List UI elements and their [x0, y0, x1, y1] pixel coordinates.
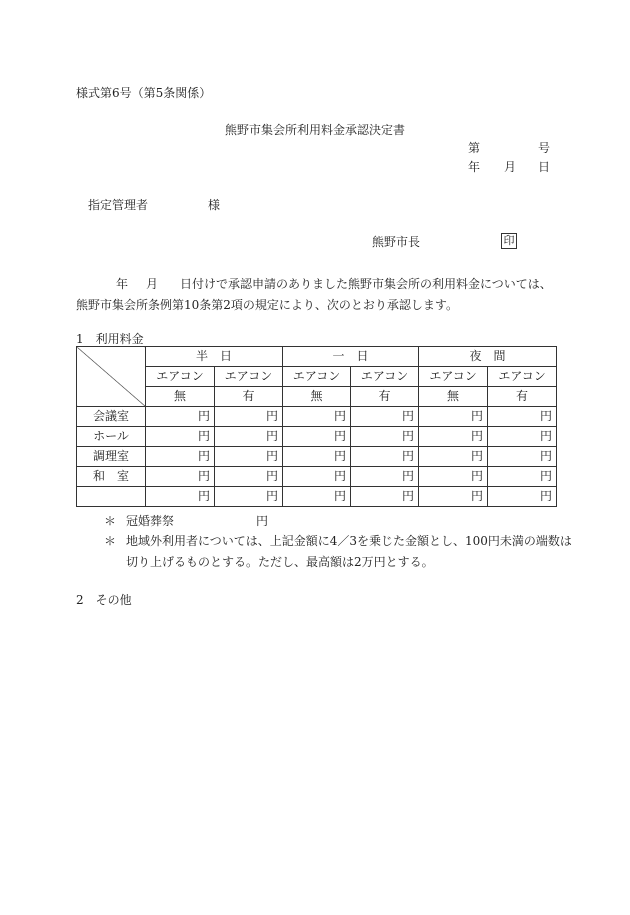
yen-cell: 円 — [419, 407, 488, 427]
table-row — [77, 407, 557, 427]
table-row — [77, 427, 557, 447]
yen-cell: 円 — [488, 487, 557, 507]
yen-cell: 円 — [351, 407, 419, 427]
body-year: 年 — [116, 277, 129, 291]
yen-cell: 円 — [488, 427, 557, 447]
table-corner-diagonal — [77, 347, 146, 407]
yen-cell: 円 — [419, 427, 488, 447]
number-prefix: 第 — [468, 141, 481, 155]
table-header-ac — [77, 367, 557, 387]
yen-cell: 円 — [146, 487, 215, 507]
yen-cell: 円 — [488, 447, 557, 467]
yen-cell: 円 — [146, 447, 215, 467]
ac-with: 有 — [215, 387, 283, 407]
note-wedding-yen: 円 — [256, 514, 269, 528]
yen-cell: 円 — [488, 407, 557, 427]
ac-header: エアコン — [488, 367, 557, 387]
table-row — [77, 447, 557, 467]
section2-title: 2 その他 — [76, 593, 132, 607]
yen-cell: 円 — [215, 487, 283, 507]
yen-cell: 円 — [351, 427, 419, 447]
yen-cell: 円 — [351, 447, 419, 467]
yen-cell: 円 — [283, 487, 351, 507]
note-wedding — [104, 514, 269, 528]
date-year: 年 — [468, 160, 481, 174]
period-full-day: 一 日 — [283, 347, 419, 367]
date-month: 月 — [504, 160, 517, 174]
period-night: 夜 間 — [419, 347, 557, 367]
table-row — [77, 467, 557, 487]
note-outside-users — [104, 531, 572, 569]
body-line2: 熊野市集会所条例第10条第2項の規定により、次のとおり承認します。 — [76, 298, 458, 312]
issuer-name: 熊野市長 — [372, 235, 421, 249]
yen-cell: 円 — [283, 447, 351, 467]
yen-cell: 円 — [215, 407, 283, 427]
yen-cell: 円 — [146, 407, 215, 427]
addressee — [88, 198, 221, 212]
table-row — [77, 487, 557, 507]
yen-cell: 円 — [283, 427, 351, 447]
section1-title: 1 利用料金 — [76, 332, 144, 346]
ac-header: エアコン — [146, 367, 215, 387]
yen-cell: 円 — [351, 467, 419, 487]
yen-cell: 円 — [419, 447, 488, 467]
fee-table — [76, 346, 557, 507]
table-header-periods — [77, 347, 557, 367]
number-suffix: 号 — [537, 141, 550, 155]
addressee-name: 指定管理者 — [88, 198, 149, 212]
yen-cell: 円 — [488, 467, 557, 487]
ac-header: エアコン — [351, 367, 419, 387]
yen-cell: 円 — [283, 407, 351, 427]
ac-without: 無 — [146, 387, 215, 407]
document-title: 熊野市集会所利用料金承認決定書 — [224, 123, 405, 137]
ac-without: 無 — [283, 387, 351, 407]
yen-cell: 円 — [146, 467, 215, 487]
yen-cell: 円 — [215, 447, 283, 467]
ac-header: エアコン — [215, 367, 283, 387]
ac-header: エアコン — [283, 367, 351, 387]
yen-cell: 円 — [146, 427, 215, 447]
date-line — [468, 160, 550, 174]
date-day: 日 — [537, 160, 550, 174]
row-label-kitchen: 調理室 — [77, 447, 146, 467]
seal-stamp: 印 — [501, 233, 517, 249]
note-outside-text — [126, 531, 572, 573]
number-line — [468, 141, 550, 155]
period-half-day: 半 日 — [146, 347, 283, 367]
yen-cell: 円 — [419, 487, 488, 507]
note-outside-line2: 切り上げるものとする。ただし、最高額は2万円とする。 — [126, 555, 434, 569]
row-label-hall: ホール — [77, 427, 146, 447]
note-star: ＊ — [104, 534, 117, 548]
ac-with: 有 — [351, 387, 419, 407]
row-label-blank — [77, 487, 146, 507]
yen-cell: 円 — [351, 487, 419, 507]
yen-cell: 円 — [419, 467, 488, 487]
note-outside-line1: 地域外利用者については、上記金額に4／3を乗じた金額とし、100円未満の端数は — [126, 534, 572, 548]
ac-with: 有 — [488, 387, 557, 407]
body-month: 月 — [146, 277, 159, 291]
table-header-ac-status — [77, 387, 557, 407]
body-text — [76, 274, 556, 316]
note-star: ＊ — [104, 514, 117, 528]
row-label-meeting-room: 会議室 — [77, 407, 146, 427]
ac-header: エアコン — [419, 367, 488, 387]
addressee-honorific: 様 — [208, 198, 221, 212]
yen-cell: 円 — [283, 467, 351, 487]
row-label-japanese-room: 和 室 — [77, 467, 146, 487]
form-number: 様式第6号（第5条関係） — [76, 86, 212, 100]
note-wedding-label: 冠婚葬祭 — [126, 514, 175, 528]
ac-without: 無 — [419, 387, 488, 407]
yen-cell: 円 — [215, 427, 283, 447]
body-line1: 日付けで承認申請のありました熊野市集会所の利用料金については、 — [180, 277, 552, 291]
yen-cell: 円 — [215, 467, 283, 487]
